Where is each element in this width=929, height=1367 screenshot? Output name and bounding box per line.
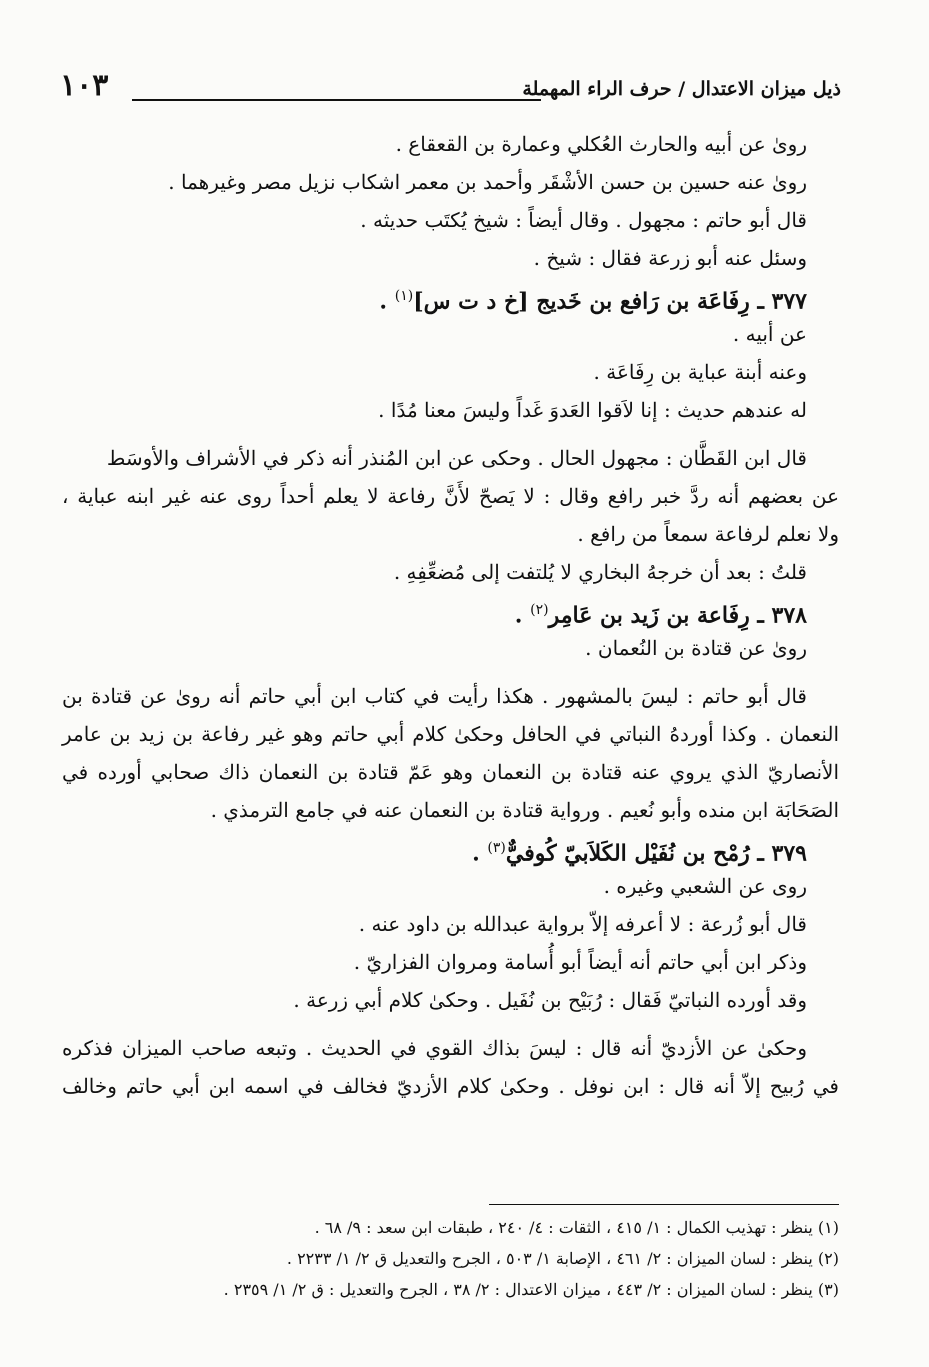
entry-title: ٣٧٩ ـ رُمْح بن نُفَيْل الكَلاَبيّ كُوفيٌّ	[505, 840, 807, 867]
main-text	[62, 125, 839, 1105]
text-line: عن بعضهم أنه ردَّ خبر رافع وقال : لا يَصحّ لأَنَّ رفاعة لا يعلم أحداً روى عنه غير ابنه عباية ،	[62, 484, 839, 508]
footnote-rule	[489, 1204, 839, 1205]
footnote: (١) ينظر : تهذيب الكمال : ١/ ٤١٥ ، الثقات : ٤/ ٢٤٠ ، طبقات ابن سعد : ٩/ ٦٨ .	[314, 1218, 839, 1237]
text-line: في رُبيح إلاّ أنه قال : ابن نوفل . وحكیٰ كلام الأزديّ فخالف في اسمه ابن أبي حاتم وخالف	[62, 1074, 839, 1098]
text-line: قال أبو زُرعة : لا أعرفه إلاّ برواية عبدالله بن داود عنه .	[358, 912, 807, 936]
footnote: (٣) ينظر : لسان الميزان : ٢/ ٤٤٣ ، ميزان الاعتدال : ٢/ ٣٨ ، الجرح والتعديل : ق ٢/ ١/ ٢٣٥٩ .	[223, 1280, 839, 1299]
text-line: قلتُ : بعد أن خرجهُ البخاري لا يُلتفت إلى مُضعِّفِهِ .	[393, 560, 807, 584]
text-line: وعنه أبنة عباية بن رِفَاعَة .	[593, 360, 807, 384]
footnote-ref: (١)	[394, 288, 414, 304]
footnote-ref: (٣)	[487, 840, 506, 856]
running-title: ذيل ميزان الاعتدال / حرف الراء المهملة	[522, 78, 841, 100]
entry-title: ٣٧٨ ـ رِفَاعة بن زَيد بن عَامِر	[548, 602, 807, 629]
text-line: قال ابن القَطَّان : مجهول الحال . وحكى عن ابن المُنذر أنه ذكر في الأشراف والأوسَط	[106, 446, 807, 470]
entry-title: ٣٧٧ ـ رِفَاعَة بن رَافع بن خَديج [خ د ت س]	[413, 288, 807, 315]
entry-heading-379: ٣٧٩ ـ رُمْح بن نُفَيْل الكَلاَبيّ كُوفيٌّ$^{(٣)}$ .	[472, 840, 807, 867]
text-line: رویٰ عنه حسين بن حسن الأشْقَر وأحمد بن معمر اشكاب نزيل مصر وغيرهما .	[168, 170, 807, 194]
running-header	[60, 68, 841, 112]
footnote: (٢) ينظر : لسان الميزان : ٢/ ٤٦١ ، الإصابة ١/ ٥٠٣ ، الجرح والتعديل ق ٢/ ١/ ٢٢٣٣ .	[286, 1249, 839, 1268]
page-number: ١٠٣	[60, 68, 109, 103]
text-line: وذكر ابن أبي حاتم أنه أيضاً أبو أُسامة ومروان الفزاريّ .	[353, 950, 807, 974]
text-line: قال أبو حاتم : مجهول . وقال أيضاً : شيخ يُكتَب حديثه .	[360, 208, 807, 232]
entry-heading-377: ٣٧٧ ـ رِفَاعَة بن رَافع بن خَديج [خ د ت س]$^{(١)}$ .	[379, 288, 807, 315]
footnote-ref: (٢)	[530, 602, 549, 618]
text-line: وحكیٰ عن الأزديّ أنه قال : ليسَ بذاك القوي في الحديث . وتبعه صاحب الميزان فذكره	[62, 1036, 807, 1060]
text-line: الصَحَابَة ابن منده وأبو نُعيم . ورواية قتادة بن النعمان عنه في جامع الترمذي .	[210, 798, 839, 822]
text-line: وقد أورده النباتيّ فَقال : رُبَيْح بن نُفَيل . وحكیٰ كلام أبي زرعة .	[293, 988, 807, 1012]
text-line: قال أبو حاتم : ليسَ بالمشهور . هكذا رأيت في كتاب ابن أبي حاتم أنه رویٰ عن قتادة بن	[62, 684, 807, 708]
text-line: رویٰ عن قتادة بن النُعمان .	[585, 636, 807, 660]
header-rule	[132, 99, 541, 101]
entry-heading-378: ٣٧٨ ـ رِفَاعة بن زَيد بن عَامِر$^{(٢)}$ .	[514, 602, 807, 629]
text-line: وسئل عنه أبو زرعة فقال : شيخ .	[533, 246, 807, 270]
text-line: الأنصاريّ الذي يروي عنه قتادة بن النعمان وهو عَمّ قتادة بن النعمان ذاك صحابي أورده في	[62, 760, 839, 784]
text-line: عن أبيه .	[732, 322, 807, 346]
text-line: رویٰ عن أبيه والحارث العُكلي وعمارة بن القعقاع .	[395, 132, 807, 156]
text-line: له عندهم حديث : إنا لاَقوا العَدوَ غَداً وليسَ معنا مُدًا .	[378, 398, 807, 422]
footnotes	[110, 1212, 839, 1305]
text-line: النعمان . وكذا أوردهُ النباتي في الحافل وحكیٰ كلام أبي حاتم وهو غير رفاعة بن زيد بن عامر	[62, 722, 839, 746]
text-line: ولا نعلم لرفاعة سمعاً من رافع .	[577, 522, 839, 546]
text-line: روى عن الشعبي وغيره .	[603, 874, 807, 898]
